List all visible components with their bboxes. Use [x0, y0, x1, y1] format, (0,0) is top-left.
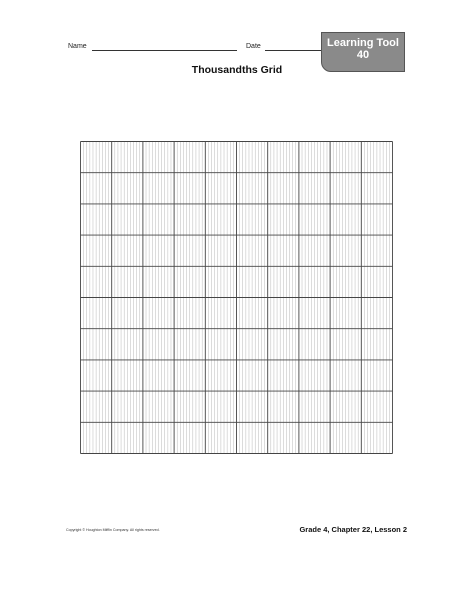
date-label: Date: [246, 43, 261, 50]
name-label: Name: [68, 43, 87, 50]
lesson-reference: Grade 4, Chapter 22, Lesson 2: [299, 525, 407, 534]
copyright-notice: Copyright © Houghton Mifflin Company. All rights reserved.: [66, 528, 160, 532]
grid-svg: [80, 141, 393, 454]
thousandths-grid: [80, 141, 393, 454]
badge-line-1: Learning Tool: [327, 37, 399, 49]
name-field-line[interactable]: [92, 50, 237, 51]
page-title: Thousandths Grid: [191, 64, 283, 76]
badge-line-2: 40: [356, 49, 370, 61]
date-field-line[interactable]: [265, 50, 321, 51]
